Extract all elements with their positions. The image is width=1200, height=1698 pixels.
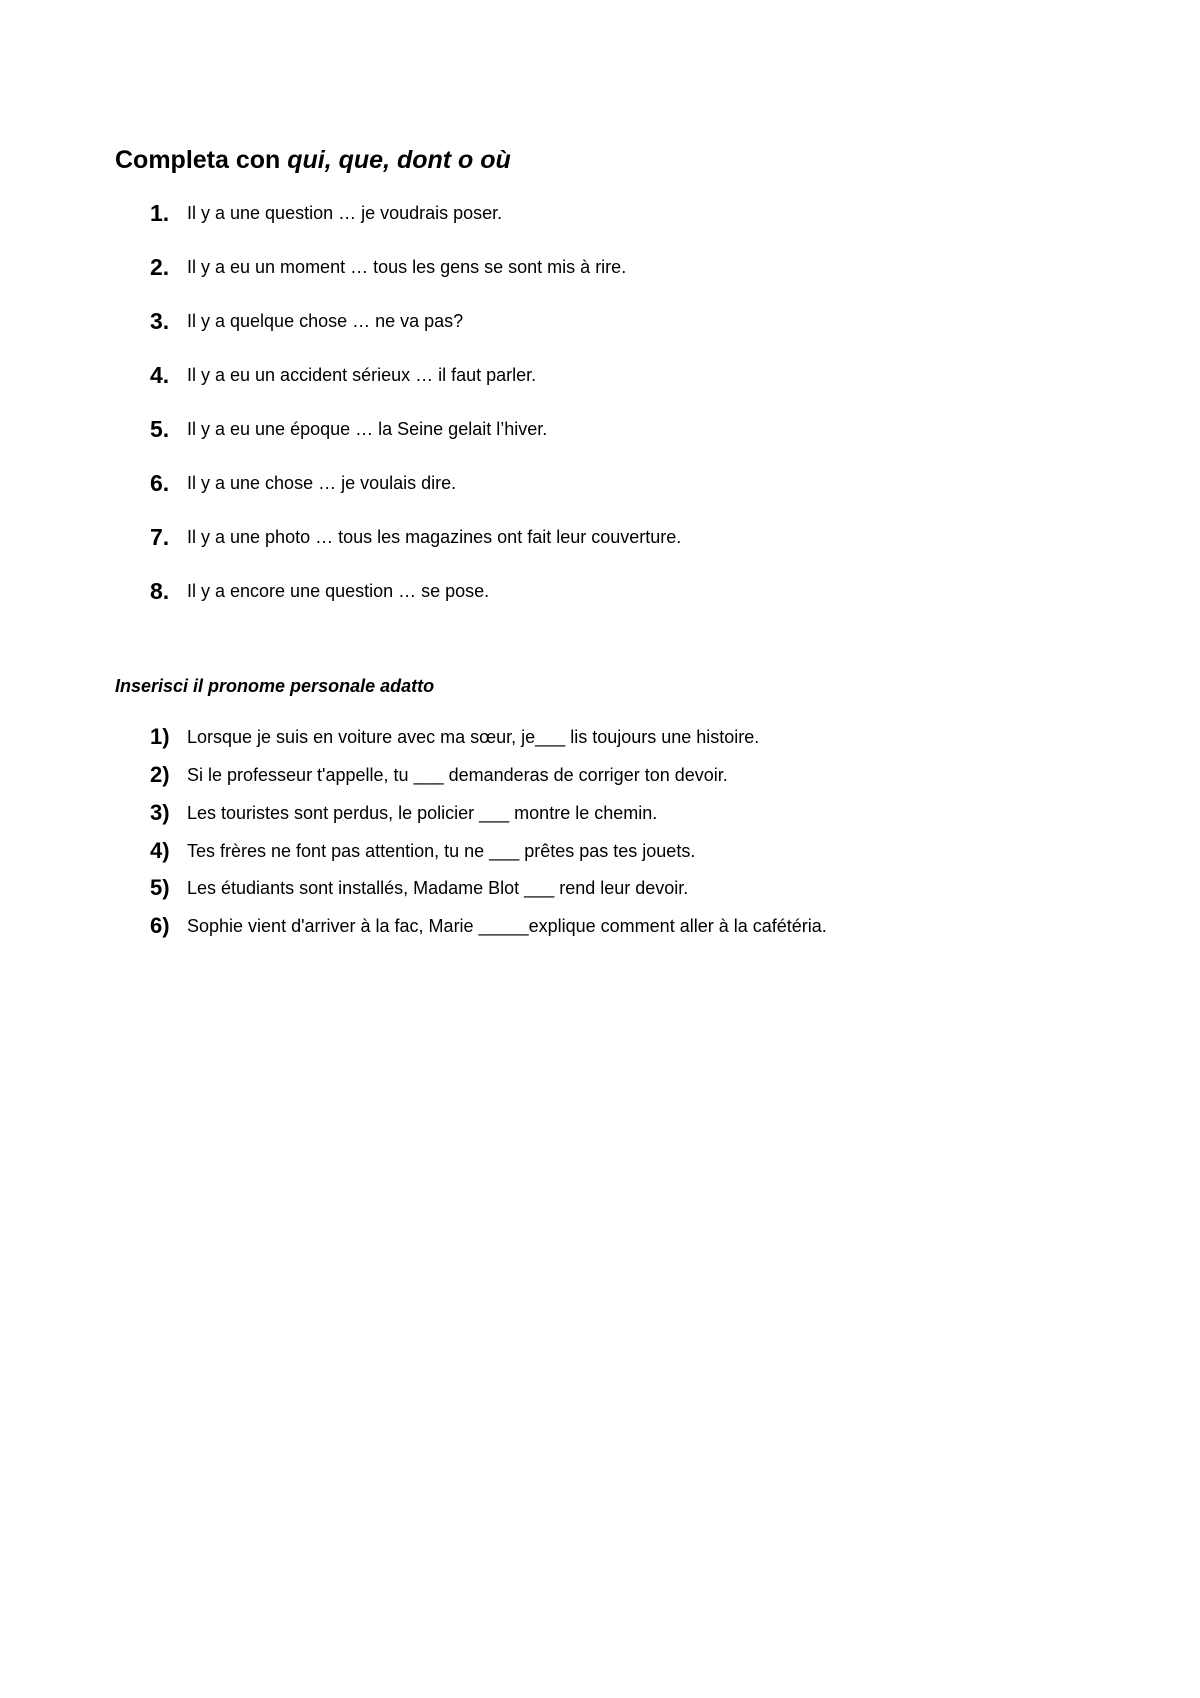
- item-number: 7.: [150, 524, 170, 550]
- item-number: 1.: [150, 200, 170, 226]
- item-text: Si le professeur t'appelle, tu ___ demanderas de corriger ton devoir.: [187, 765, 728, 785]
- item-number: 6.: [150, 470, 170, 496]
- exercise1-item: [0, 308, 1200, 338]
- item-number: 2): [150, 762, 170, 787]
- item-number: 3.: [150, 308, 170, 334]
- item-text: Il y a une question … je voudrais poser.: [187, 203, 503, 223]
- exercise2-item: [0, 724, 1200, 754]
- item-text: Lorsque je suis en voiture avec ma sœur, je___ lis toujours une histoire.: [187, 727, 760, 747]
- exercise1-item: [0, 470, 1200, 500]
- exercise2-item: [0, 800, 1200, 830]
- item-text: Il y a eu une époque … la Seine gelait l’hiver.: [187, 419, 548, 439]
- item-text: Il y a une photo … tous les magazines ont fait leur couverture.: [187, 527, 682, 547]
- exercise1-item: [0, 524, 1200, 554]
- item-text: Il y a encore une question … se pose.: [187, 581, 490, 601]
- exercise2-item: [0, 762, 1200, 792]
- item-text: Il y a eu un accident sérieux … il faut parler.: [187, 365, 537, 385]
- item-text: Il y a une chose … je voulais dire.: [187, 473, 457, 493]
- exercise1-item: [0, 362, 1200, 392]
- exercise1-item: [0, 200, 1200, 230]
- item-number: 2.: [150, 254, 170, 280]
- exercise1-title: [115, 146, 511, 175]
- item-number: 5.: [150, 416, 170, 442]
- item-number: 4): [150, 838, 170, 863]
- item-text: Les touristes sont perdus, le policier ___ montre le chemin.: [187, 803, 658, 823]
- item-number: 6): [150, 913, 170, 938]
- item-number: 4.: [150, 362, 170, 388]
- exercise2-item: [0, 875, 1200, 905]
- exercise1-item: [0, 254, 1200, 284]
- exercise1-item: [0, 416, 1200, 446]
- item-number: 1): [150, 724, 170, 749]
- item-text: Sophie vient d'arriver à la fac, Marie _____explique comment aller à la cafétéria.: [187, 916, 827, 936]
- item-number: 8.: [150, 578, 170, 604]
- item-text: Il y a quelque chose … ne va pas?: [187, 311, 464, 331]
- exercise1-title-words: qui, que, dont o où: [287, 146, 511, 174]
- exercise2-item: [0, 838, 1200, 868]
- item-number: 5): [150, 875, 170, 900]
- item-text: Il y a eu un moment … tous les gens se sont mis à rire.: [187, 257, 627, 277]
- exercise1-item: [0, 578, 1200, 608]
- item-text: Les étudiants sont installés, Madame Blot ___ rend leur devoir.: [187, 878, 689, 898]
- exercise1-title-prefix: Completa con: [115, 146, 288, 174]
- exercise2-item: [0, 913, 1200, 943]
- item-number: 3): [150, 800, 170, 825]
- item-text: Tes frères ne font pas attention, tu ne ___ prêtes pas tes jouets.: [187, 841, 696, 861]
- exercise2-title: Inserisci il pronome personale adatto: [115, 676, 435, 696]
